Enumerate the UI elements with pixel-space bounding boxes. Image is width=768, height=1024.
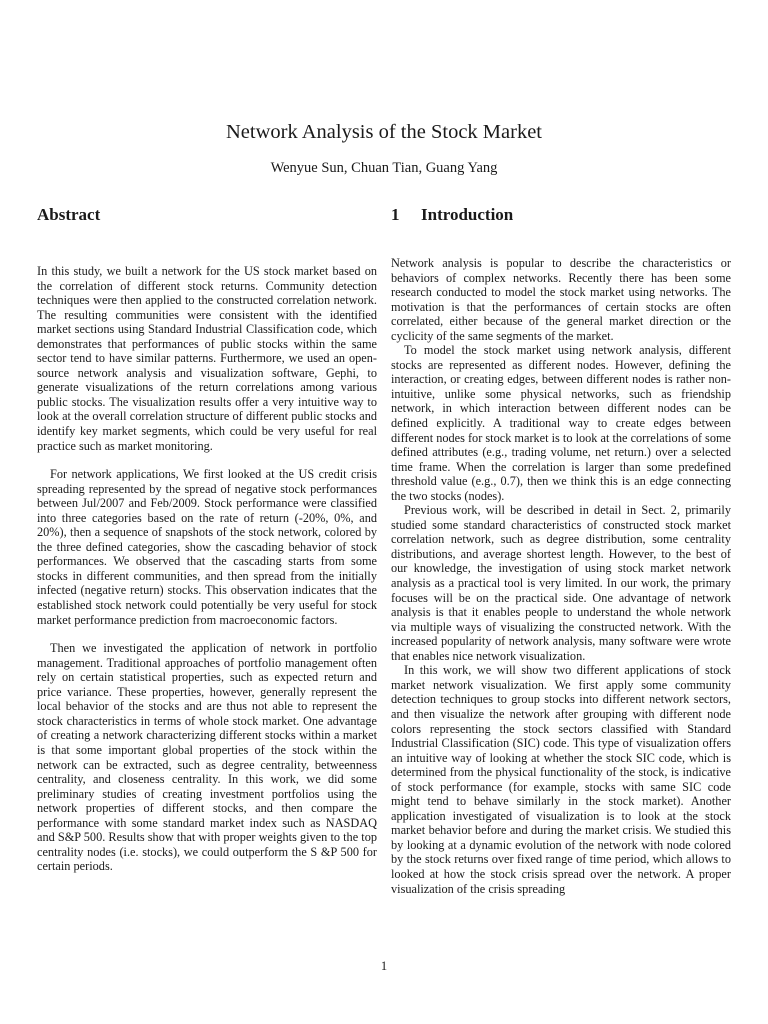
paper-title: Network Analysis of the Stock Market bbox=[226, 121, 542, 143]
introduction-paragraph: To model the stock market using network analysis, different stocks are represented as different nodes. However, defining the interaction, or creating edges, between different nodes is rather non-intuitive, unlike some physical networks, such as friendship network, in which interaction between different nodes can be defined explicitly. A traditional way to create edges between different nodes for stock market is to look at the correlations of some defined attributes (e.g., trading volume, net return.) over a selected time frame. When the correlation is larger than some predefined threshold value (e.g., 0.7), then we think this is an edge connecting the two stocks (nodes). bbox=[391, 343, 731, 503]
introduction-paragraph: Previous work, will be described in detail in Sect. 2, primarily studied some standard characteristics of constructed stock market correlation network, such as degree distribution, some centrality distributions, and average shortest length. However, to the best of our knowledge, the investigation of using stock market network analysis as a practical tool is very limited. In our work, the primary focuses will be on the practical side. One advantage of network analysis is that it enables people to understand the whole network via multiple ways of visualizing the constructed network. With the increased popularity of network analysis, many software were wrote that enables nice network visualization. bbox=[391, 503, 731, 663]
abstract-paragraph: Then we investigated the application of network in portfolio management. Traditional approaches of portfolio management often rely on certain statistical properties, such as expected return and price variance. These properties, however, generally represent the local behavior of the stocks and are thus not able to represent the stock characteristics in terms of whole stock market. One advantage of creating a network characterizing different stocks within a market is that some important global properties of the stock within the network can be extracted, such as degree centrality, betweenness centrality, and closeness centrality. In this work, we did some preliminary studies of creating investment portfolios using the network properties of different stocks, and then compare the performance with some standard market index such as NASDAQ and S&P 500. Results show that with proper weights given to the top centrality nodes (i.e. stocks), we could outperform the S &P 500 for certain periods. bbox=[37, 641, 377, 874]
introduction-paragraph: In this work, we will show two different applications of stock market network visualization. We first apply some community detection techniques to group stocks into different network sectors, and then visualize the network after grouping with different node colors representing the stock sectors classified with Standard Industrial Classification (SIC) code. This type of visualization offers an intuitive way of looking at whether the stock SIC code, which is determined from the physical functionality of the stock, is indicative of stock performance (for example, stocks with same SIC code might tend to behave similarly in the stock market). Another application investigated of visualization is to look at the stock market behavior before and during the market crisis. We studied this by looking at a dynamic evolution of the network with node colored by the stock returns over fixed range of time period, which allows to looked at how the stock crisis spread over the network. A proper visualization of the crisis spreading bbox=[391, 663, 731, 896]
author-list: Wenyue Sun, Chuan Tian, Guang Yang bbox=[270, 160, 498, 176]
abstract-paragraph: In this study, we built a network for the US stock market based on the correlation of different stock returns. Community detection techniques were then applied to the constructed correlation network. The resulting communities were consistent with the identified market sections using Standard Industrial Classification code, which demonstrates that performances of public stocks within the same sector tend to have similar patterns. Furthermore, we used an open-source network analysis and visualization software, Gephi, to generate visualizations of the return correlations among various public stocks. The visualization results offer a very intuitive way to look at the overall correlation structure of different public stocks and identify key market segments, which could be very useful for real practice such as market monitoring. bbox=[37, 264, 377, 453]
abstract-column bbox=[37, 204, 377, 874]
section-number: 1 bbox=[391, 205, 400, 224]
abstract-paragraph: For network applications, We first looked at the US credit crisis spreading represented by the spread of negative stock performances between Jul/2007 and Feb/2009. Stock performance were classified into three categories based on the rate of return (-20%, 0%, and 20%), then a sequence of snapshots of the stock network, colored by the three defined categories, show the cascading behavior of stock performances. We observed that the cascading starts from some stocks in different communities, and then spread from the initially infected (negative return) stocks. This observation indicates that the established stock network could potentially be very useful for stock market performance prediction from macroeconomic factors. bbox=[37, 467, 377, 627]
abstract-heading: Abstract bbox=[37, 205, 101, 224]
section-title: Introduction bbox=[421, 205, 514, 224]
introduction-column bbox=[391, 204, 731, 896]
page-number: 1 bbox=[380, 959, 388, 973]
introduction-paragraph: Network analysis is popular to describe the characteristics or behaviors of complex networks. Recently there has been some research conducted to model the stock market using networks. The motivation is that the performances of certain stocks are often correlated, either because of the general market direction or the cyclicity of the same segments of the market. bbox=[391, 256, 731, 343]
introduction-heading bbox=[391, 204, 731, 256]
